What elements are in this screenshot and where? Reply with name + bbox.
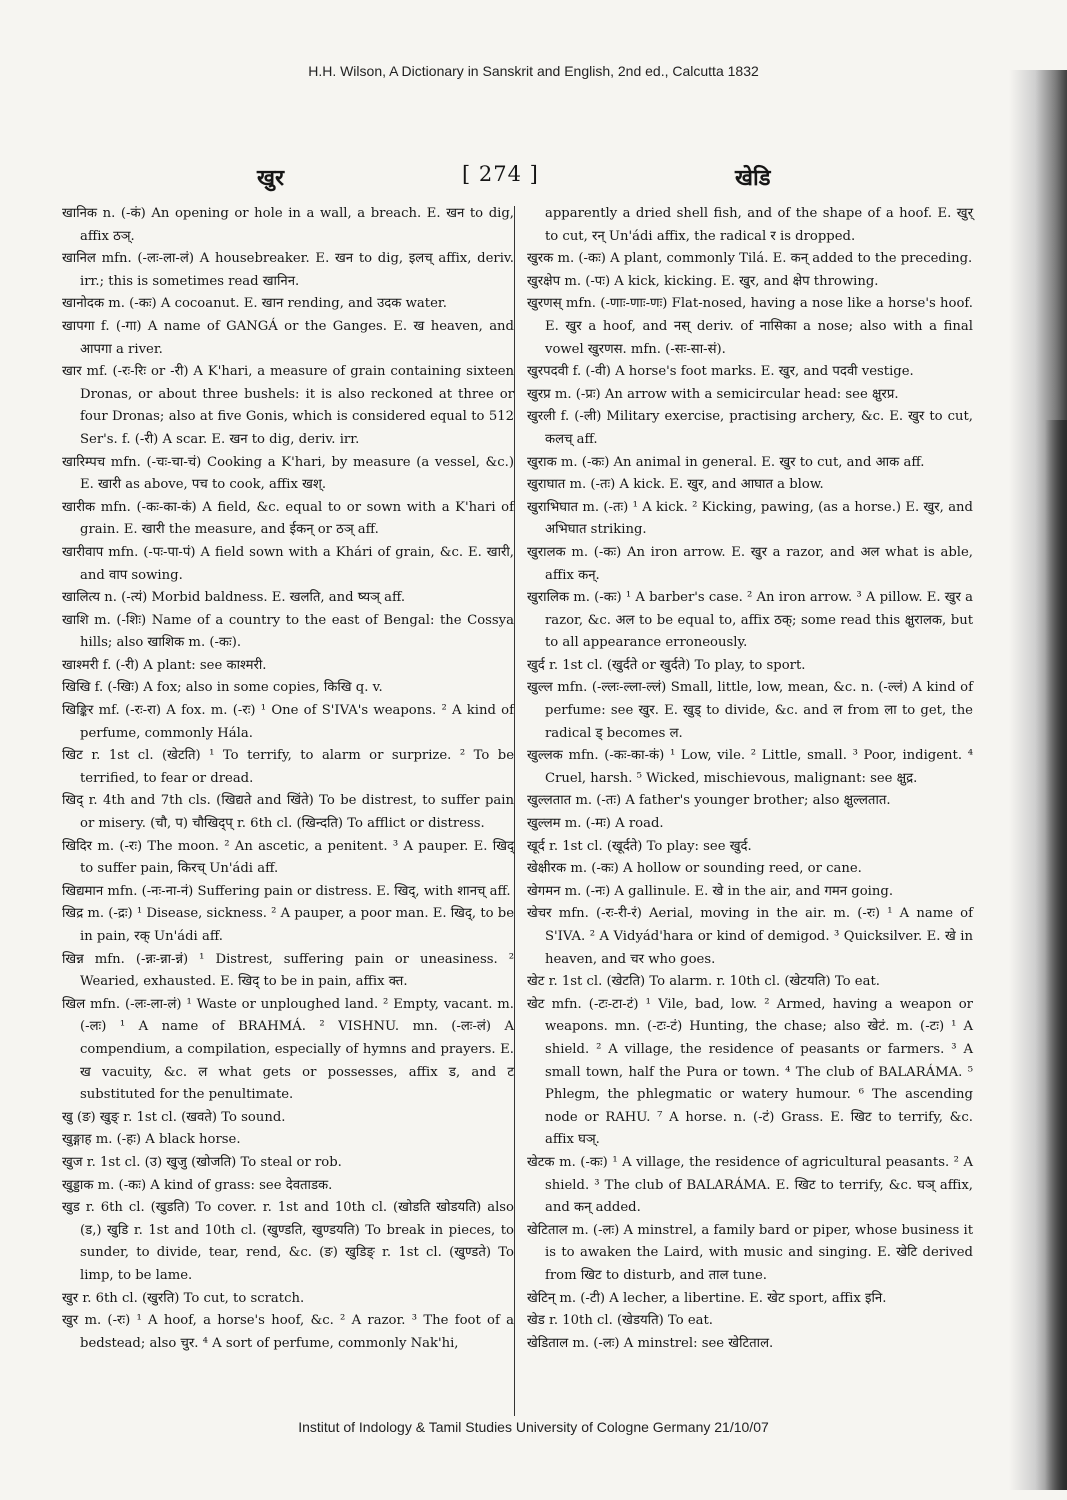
dictionary-entry: खेक्षीरक m. (-कः) A hollow or sounding reed, or cane. [527, 861, 862, 877]
dictionary-entry: खेड r. 10th cl. (खेडयति) To eat. [527, 1313, 713, 1329]
dictionary-entry: खुराभिघात m. (-तः) ¹ A kick. ² Kicking, pawing, (as a horse.) E. खुर, and अभिघात striking. [527, 499, 973, 538]
page-edge-dark [1045, 420, 1067, 1490]
left-column [62, 203, 514, 1355]
dictionary-entry: खुल्ल mfn. (-ल्लः-ल्ला-ल्लं) Small, little, low, mean, &c. n. (-ल्लं) A kind of perfume: see खुर. E. खुड् to divide, &c. and ल from ला to get, the radical ड् becomes ल. [527, 680, 973, 741]
dictionary-entry: खुरक्षेप m. (-पः) A kick, kicking. E. खुर, and क्षेप throwing. [527, 273, 879, 289]
dictionary-entry: खार mf. (-रः-रिः or -री) A K'hari, a measure of grain containing sixteen Dronas, or about three bushels: it is also reckoned at three or four Dronas; also at five Gonis, which is considered equal to 512 Ser's. f. (-री) A scar. E. खन to dig, deriv. irr. [62, 364, 514, 447]
dictionary-entry: खेगमन m. (-नः) A gallinule. E. खे in the air, and गमन going. [527, 883, 894, 899]
dictionary-entry: खुरणस् mfn. (-णाः-णाः-णः) Flat-nosed, having a nose like a horse's hoof. E. खुर a hoof, and नस् deriv. of नासिका a nose; also with a final vowel खुरणस. mfn. (-सः-सा-सं). [527, 296, 973, 357]
dictionary-entry: खिद्र m. (-द्रः) ¹ Disease, sickness. ² A pauper, a poor man. E. खिद्, to be in pain, रक् Un'ádi aff. [62, 906, 514, 944]
dictionary-entry: खारिम्पच mfn. (-चः-चा-चं) Cooking a K'hari, by measure (a vessel, &c.) E. खारी as above, पच to cook, affix खश्. [62, 454, 514, 493]
dictionary-entry: apparently a dried shell fish, and of the shape of a hoof. E. खुर् to cut, रन् Un'ádi affix, the radical र is dropped. [545, 206, 973, 244]
dictionary-entry: खुरपदवी f. (-वी) A horse's foot marks. E. खुर, and पदवी vestige. [527, 364, 914, 380]
dictionary-entry: खुरली f. (-ली) Military exercise, practising archery, &c. E. खुर to cut, कलच् aff. [527, 409, 973, 447]
dictionary-entry: खेट r. 1st cl. (खेटति) To alarm. r. 10th cl. (खेटयति) To eat. [527, 974, 880, 990]
dictionary-entry: खुङ्गाह m. (-हः) A black horse. [62, 1132, 241, 1148]
dictionary-entry: खिखि f. (-खिः) A fox; also in some copies, किखि q. v. [62, 680, 383, 696]
dictionary-entry: खालित्य n. (-त्यं) Morbid baldness. E. खलति, and ष्यञ् aff. [62, 590, 406, 606]
dictionary-entry: खुल्लतात m. (-तः) A father's younger brother; also क्षुल्लतात. [527, 793, 891, 809]
dictionary-entry: खुर्द r. 1st cl. (खुर्दते or खुर्दते) To play, to sport. [527, 657, 806, 673]
page-header [0, 162, 1067, 194]
dictionary-entry: खिट r. 1st cl. (खेटति) ¹ To terrify, to alarm or surprize. ² To be terrified, to fear or dread. [62, 748, 514, 786]
dictionary-entry: खुड्डाक m. (-कः) A kind of grass: see देवताडक. [62, 1177, 333, 1193]
dictionary-entry: खारीवाप mfn. (-पः-पा-पं) A field sown with a Khári of grain, &c. E. खारी, and वाप sowing. [62, 544, 514, 583]
column-divider [514, 206, 515, 1416]
dictionary-entry: खुरक m. (-कः) A plant, commonly Tilá. E. कन् added to the preceding. [527, 251, 973, 267]
dictionary-entry: खानिल mfn. (-लः-ला-लं) A housebreaker. E. खन to dig, इलच् affix, deriv. irr.; this is sometimes read खानिन. [62, 251, 514, 289]
dictionary-entry: खिल mfn. (-लः-ला-लं) ¹ Waste or unploughed land. ² Empty, vacant. m. (-लः) ¹ A name of BRAHMÁ. ² VISHNU. mn. (-लः-लं) A compendium, a compilation, especially of hymns and prayers. E. ख vacuity, &c. ल what gets or possesses, affix ड, and ट substituted for the penultimate. [62, 996, 514, 1103]
left-headword: खुर [257, 165, 284, 191]
page-number: [ 274 ] [462, 162, 539, 186]
dictionary-entry: खारीक mfn. (-कः-का-कं) A field, &c. equal to or sown with a K'hari of grain. E. खारी the measure, and ईकन् or ठञ् aff. [62, 499, 514, 538]
dictionary-entry: खिद्यमान mfn. (-नः-ना-नं) Suffering pain or distress. E. खिद्, with शानच् aff. [62, 883, 511, 899]
dictionary-entry: खुल्लक mfn. (-कः-का-कं) ¹ Low, vile. ² Little, small. ³ Poor, indigent. ⁴ Cruel, harsh. ⁵ Wicked, mischievous, malignant: see क्षुद्र. [527, 748, 973, 786]
dictionary-entry: खेटिन् m. (-टी) A lecher, a libertine. E. खेट sport, affix इनि. [527, 1290, 887, 1306]
dictionary-entry: खुर r. 6th cl. (खुरति) To cut, to scratch. [62, 1290, 305, 1306]
dictionary-entry: खूर्द r. 1st cl. (खूर्दते) To play: see खुर्द. [527, 838, 752, 854]
dictionary-entry: खेट mfn. (-टः-टा-टं) ¹ Vile, bad, low. ² Armed, having a weapon or weapons. mn. (-टः-टं) Hunting, the chase; also खेटं. m. (-टः) ¹ A shield. ² A village, the residence of peasants or farmers. ³ A small town, half the Pura or town. ⁴ The club of BALARÁMA. ⁵ Phlegm, the phlegmatic or watery humour. ⁶ The ascending node or RAHU. ⁷ A horse. n. (-टं) Grass. E. खिट to terrify, &c. affix घञ्. [527, 996, 973, 1148]
dictionary-entry: खुर m. (-रः) ¹ A hoof, a horse's hoof, &c. ² A razor. ³ The foot of a bedstead; also चुर. ⁴ A sort of perfume, commonly Nak'hi, [62, 1313, 514, 1351]
dictionary-entry: खाश्मरी f. (-री) A plant: see काश्मरी. [62, 657, 267, 673]
right-column [527, 203, 973, 1355]
institution-caption: Institut of Indology & Tamil Studies University of Cologne Germany 21/10/07 [298, 1419, 769, 1435]
dictionary-entry: खुराघात m. (-तः) A kick. E. खुर, and आघात a blow. [527, 477, 824, 493]
dictionary-entry: खाशि m. (-शिः) Name of a country to the east of Bengal: the Cossya hills; also खाशिक m. (-कः). [62, 612, 514, 651]
dictionary-entry: खानिक n. (-कं) An opening or hole in a wall, a breach. E. खन to dig, affix ठञ्. [62, 206, 514, 244]
dictionary-entry: खुरालिक m. (-कः) ¹ A barber's case. ² An iron arrow. ³ A pillow. E. खुर a razor, &c. अल to be equal to, affix ठक्; some read this क्षुरालक, but to all appearance erroneously. [527, 590, 973, 651]
dictionary-entry: खिदिर m. (-रः) The moon. ² An ascetic, a penitent. ³ A pauper. E. खिद् to suffer pain, किरच् Un'ádi aff. [62, 838, 514, 877]
dictionary-entry: खुल्लम m. (-मः) A road. [527, 816, 664, 832]
dictionary-entry: खुज r. 1st cl. (उ) खुजु (खोजति) To steal or rob. [62, 1154, 342, 1170]
dictionary-entry: खुराक m. (-कः) An animal in general. E. खुर to cut, and आक aff. [527, 454, 925, 470]
dictionary-entry: खुरालक m. (-कः) An iron arrow. E. खुर a razor, and अल what is able, affix कन्. [527, 544, 973, 583]
dictionary-entry: खानोदक m. (-कः) A cocoanut. E. खान rending, and उदक water. [62, 296, 447, 312]
right-headword: खेडि [735, 165, 771, 191]
dictionary-entry: खिद् r. 4th and 7th cls. (खिद्यते and खिंते) To be distrest, to suffer pain or misery. (चौ, प) चौखिद्प् r. 6th cl. (खिन्दति) To afflict or distress. [62, 793, 514, 832]
dictionary-entry: खेटिताल m. (-लः) A minstrel, a family bard or piper, whose business it is to awaken the Laird, with music and singing. E. खेटि derived from खिट to disturb, and ताल tune. [527, 1222, 973, 1283]
source-caption: H.H. Wilson, A Dictionary in Sanskrit and English, 2nd ed., Calcutta 1832 [308, 63, 759, 79]
dictionary-entry: खेडिताल m. (-लः) A minstrel: see खेटिताल. [527, 1335, 774, 1351]
dictionary-entry: खिन्न mfn. (-न्नः-न्ना-न्नं) ¹ Distrest, suffering pain or uneasiness. ² Wearied, exhausted. E. खिद् to be in pain, affix क्त. [62, 951, 514, 990]
dictionary-entry: खुड r. 6th cl. (खुडति) To cover. r. 1st and 10th cl. (खोडति खोडयति) also (ड,) खुडि r. 1st and 10th cl. (खुण्डति, खुण्डयति) To break in pieces, to sunder, to divide, tear, rend, &c. (ङ) खुडिङ् r. 1st cl. (खुण्डते) To limp, to be lame. [62, 1200, 514, 1283]
dictionary-entry: खेटक m. (-कः) ¹ A village, the residence of agricultural peasants. ² A shield. ³ The club of BALARÁMA. E. खिट to terrify, &c. घञ् affix, and कन् added. [527, 1154, 973, 1216]
dictionary-entry: खुरप्र m. (-प्रः) An arrow with a semicircular head: see क्षुरप्र. [527, 386, 899, 402]
dictionary-entry: खेचर mfn. (-रः-री-रं) Aerial, moving in the air. m. (-रः) ¹ A name of S'IVA. ² A Vidyád'hara or kind of demigod. ³ Quicksilver. E. खे in heaven, and चर who goes. [527, 906, 973, 967]
dictionary-entry: खापगा f. (-गा) A name of GANGÁ or the Ganges. E. ख heaven, and आपगा a river. [62, 318, 514, 357]
dictionary-entry: खिङ्किर mf. (-रः-रा) A fox. m. (-रः) ¹ One of S'IVA's weapons. ² A kind of perfume, commonly Hála. [62, 703, 514, 741]
dictionary-entry: खु (ङ) खुङ् r. 1st cl. (खवते) To sound. [62, 1109, 286, 1125]
